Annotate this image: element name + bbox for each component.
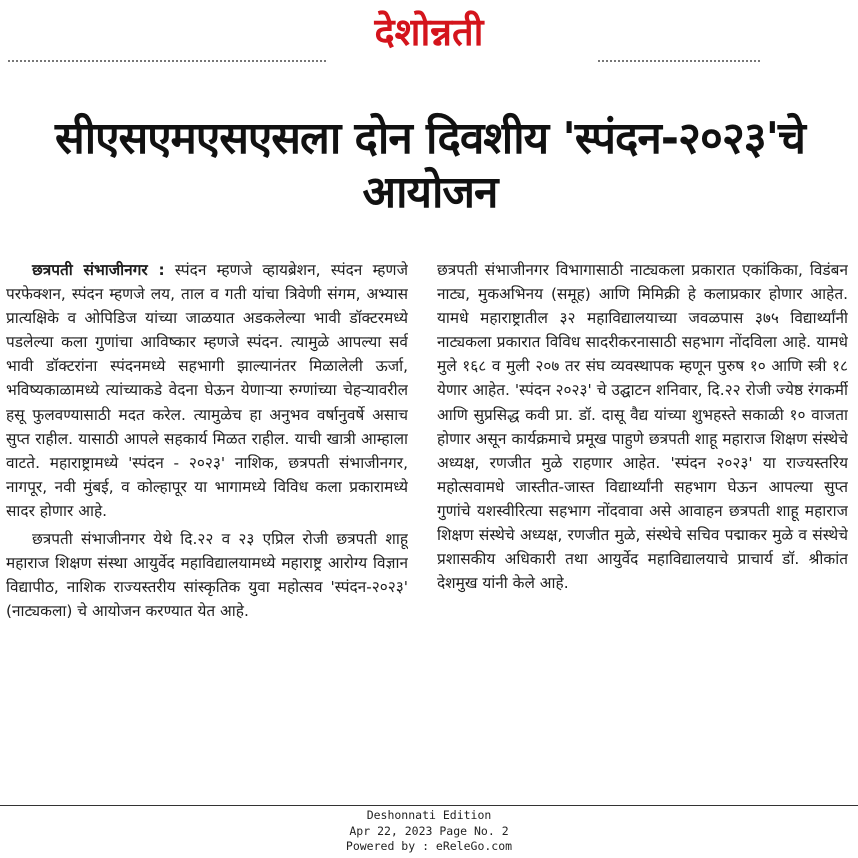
newspaper-logo: देशोन्नती xyxy=(374,10,484,54)
article-paragraph xyxy=(6,258,408,523)
edition-date-page: Apr 22, 2023 Page No. 2 xyxy=(349,823,509,838)
article-headline: सीएसएमएसएसला दोन दिवशीय 'स्पंदन-२०२३'चे आयोजन xyxy=(55,113,805,218)
powered-by: Powered by : eReleGo.com xyxy=(345,839,513,853)
masthead xyxy=(0,6,858,58)
paragraph-text: स्पंदन म्हणजे व्हायब्रेशन, स्पंदन म्हणजे परफेक्शन, स्पंदन म्हणजे लय, ताल व गती यांचा त्रिवेणी संगम, अभ्यास प्रात्यक्षिके व ओपिडिज यांच्या जाळयात अडकलेल्या भावी डॉक्टरमध्ये पडलेल्या कला गुणांचा आविष्कार म्हणजे स्पंदन. त्यामुळे आपल्या सर्व भावी डॉक्टरांना स्पंदनमध्ये सहभागी झाल्यानंतर मिळालेली ऊर्जा, भविष्यकाळामध्ये त्यांच्याकडे वेदना घेऊन येणाऱ्या रुग्णांच्या चेहऱ्यावरील हसू फुलवण्यासाठी मदत करेल. त्यामुळेच हा अनुभव वर्षानुवर्षे असाच सुप्त राहील. यासाठी आपले सहकार्य मिळत राहील. याची खात्री आम्हाला वाटते. महाराष्ट्रामध्ये 'स्पंदन - २०२३' नाशिक, छत्रपती संभाजीनगर, नागपूर, नवी मुंबई, व कोल्हापूर या भागामध्ये विविध कला प्रकारामध्ये सादर होणार आहे. xyxy=(6,261,408,520)
article-paragraph: छत्रपती संभाजीनगर येथे दि.२२ व २३ एप्रिल रोजी छत्रपती शाहू महाराज शिक्षण संस्था आयुर्वेद महाविद्यालयामध्ये महाराष्ट्र आरोग्य विज्ञान विद्यापीठ, नाशिक राज्यस्तरीय सांस्कृतिक युवा महोत्सव 'स्पंदन-२०२३' (नाट्यकला) चे आयोजन करण्यात येत आहे. xyxy=(6,530,408,621)
article-column-left xyxy=(6,258,408,803)
edition-name: Deshonnati Edition xyxy=(366,808,492,822)
cropped-text-strip xyxy=(0,60,858,74)
cropped-text-fragment xyxy=(8,60,326,66)
article-column-right xyxy=(437,258,848,803)
edition-footer xyxy=(0,805,858,858)
dateline: छत्रपती संभाजीनगर : xyxy=(32,261,165,279)
cropped-text-fragment xyxy=(598,60,760,66)
article-paragraph: छत्रपती संभाजीनगर विभागासाठी नाट्यकला प्रकारात एकांकिका, विडंबन नाट्य, मुकअभिनय (समूह) आणि मिमिक्री हे कलाप्रकार होणार आहेत. यामधे महाराष्ट्रातील ३२ महाविद्यालयाच्या जवळपास ३७५ विद्यार्थ्यांनी नाट्यकला प्रकारात विविध सादरीकरनासाठी सहभाग नोंदविला आहे. यामधे मुले १६८ व मुली २०७ तर संघ व्यवस्थापक म्हणून पुरुष १० आणि स्त्री १८ येणार आहेत. 'स्पंदन २०२३' चे उद्घाटन शनिवार, दि.२२ रोजी ज्येष्ठ रंगकर्मी आणि सुप्रसिद्ध कवी प्रा. डॉ. दासू वैद्य यांच्या शुभहस्ते सकाळी १० वाजता होणार असून कार्यक्रमाचे प्रमूख पाहुणे छत्रपती शाहू महाराज शिक्षण संस्थेचे अध्यक्ष, रणजीत मुळे राहणार आहेत. 'स्पंदन २०२३' या राज्यस्तरिय महोत्सवामधे जास्तीत-जास्त विद्यार्थ्यांनी सहभाग घेऊन आपल्या सुप्त गुणांचे यशस्वीरित्या सहभाग नोंदवावा असे आवाहन छत्रपती शाहू महाराज शिक्षण संस्थेचे अध्यक्ष, रणजीत मुळे, संस्थेचे सचिव पद्माकर मुळे व संस्थेचे प्रशासकीय अधिकारी तथा आयुर्वेद महाविद्यालयाचे प्राचार्य डॉ. श्रीकांत देशमुख यांनी केले आहे. xyxy=(437,261,848,593)
